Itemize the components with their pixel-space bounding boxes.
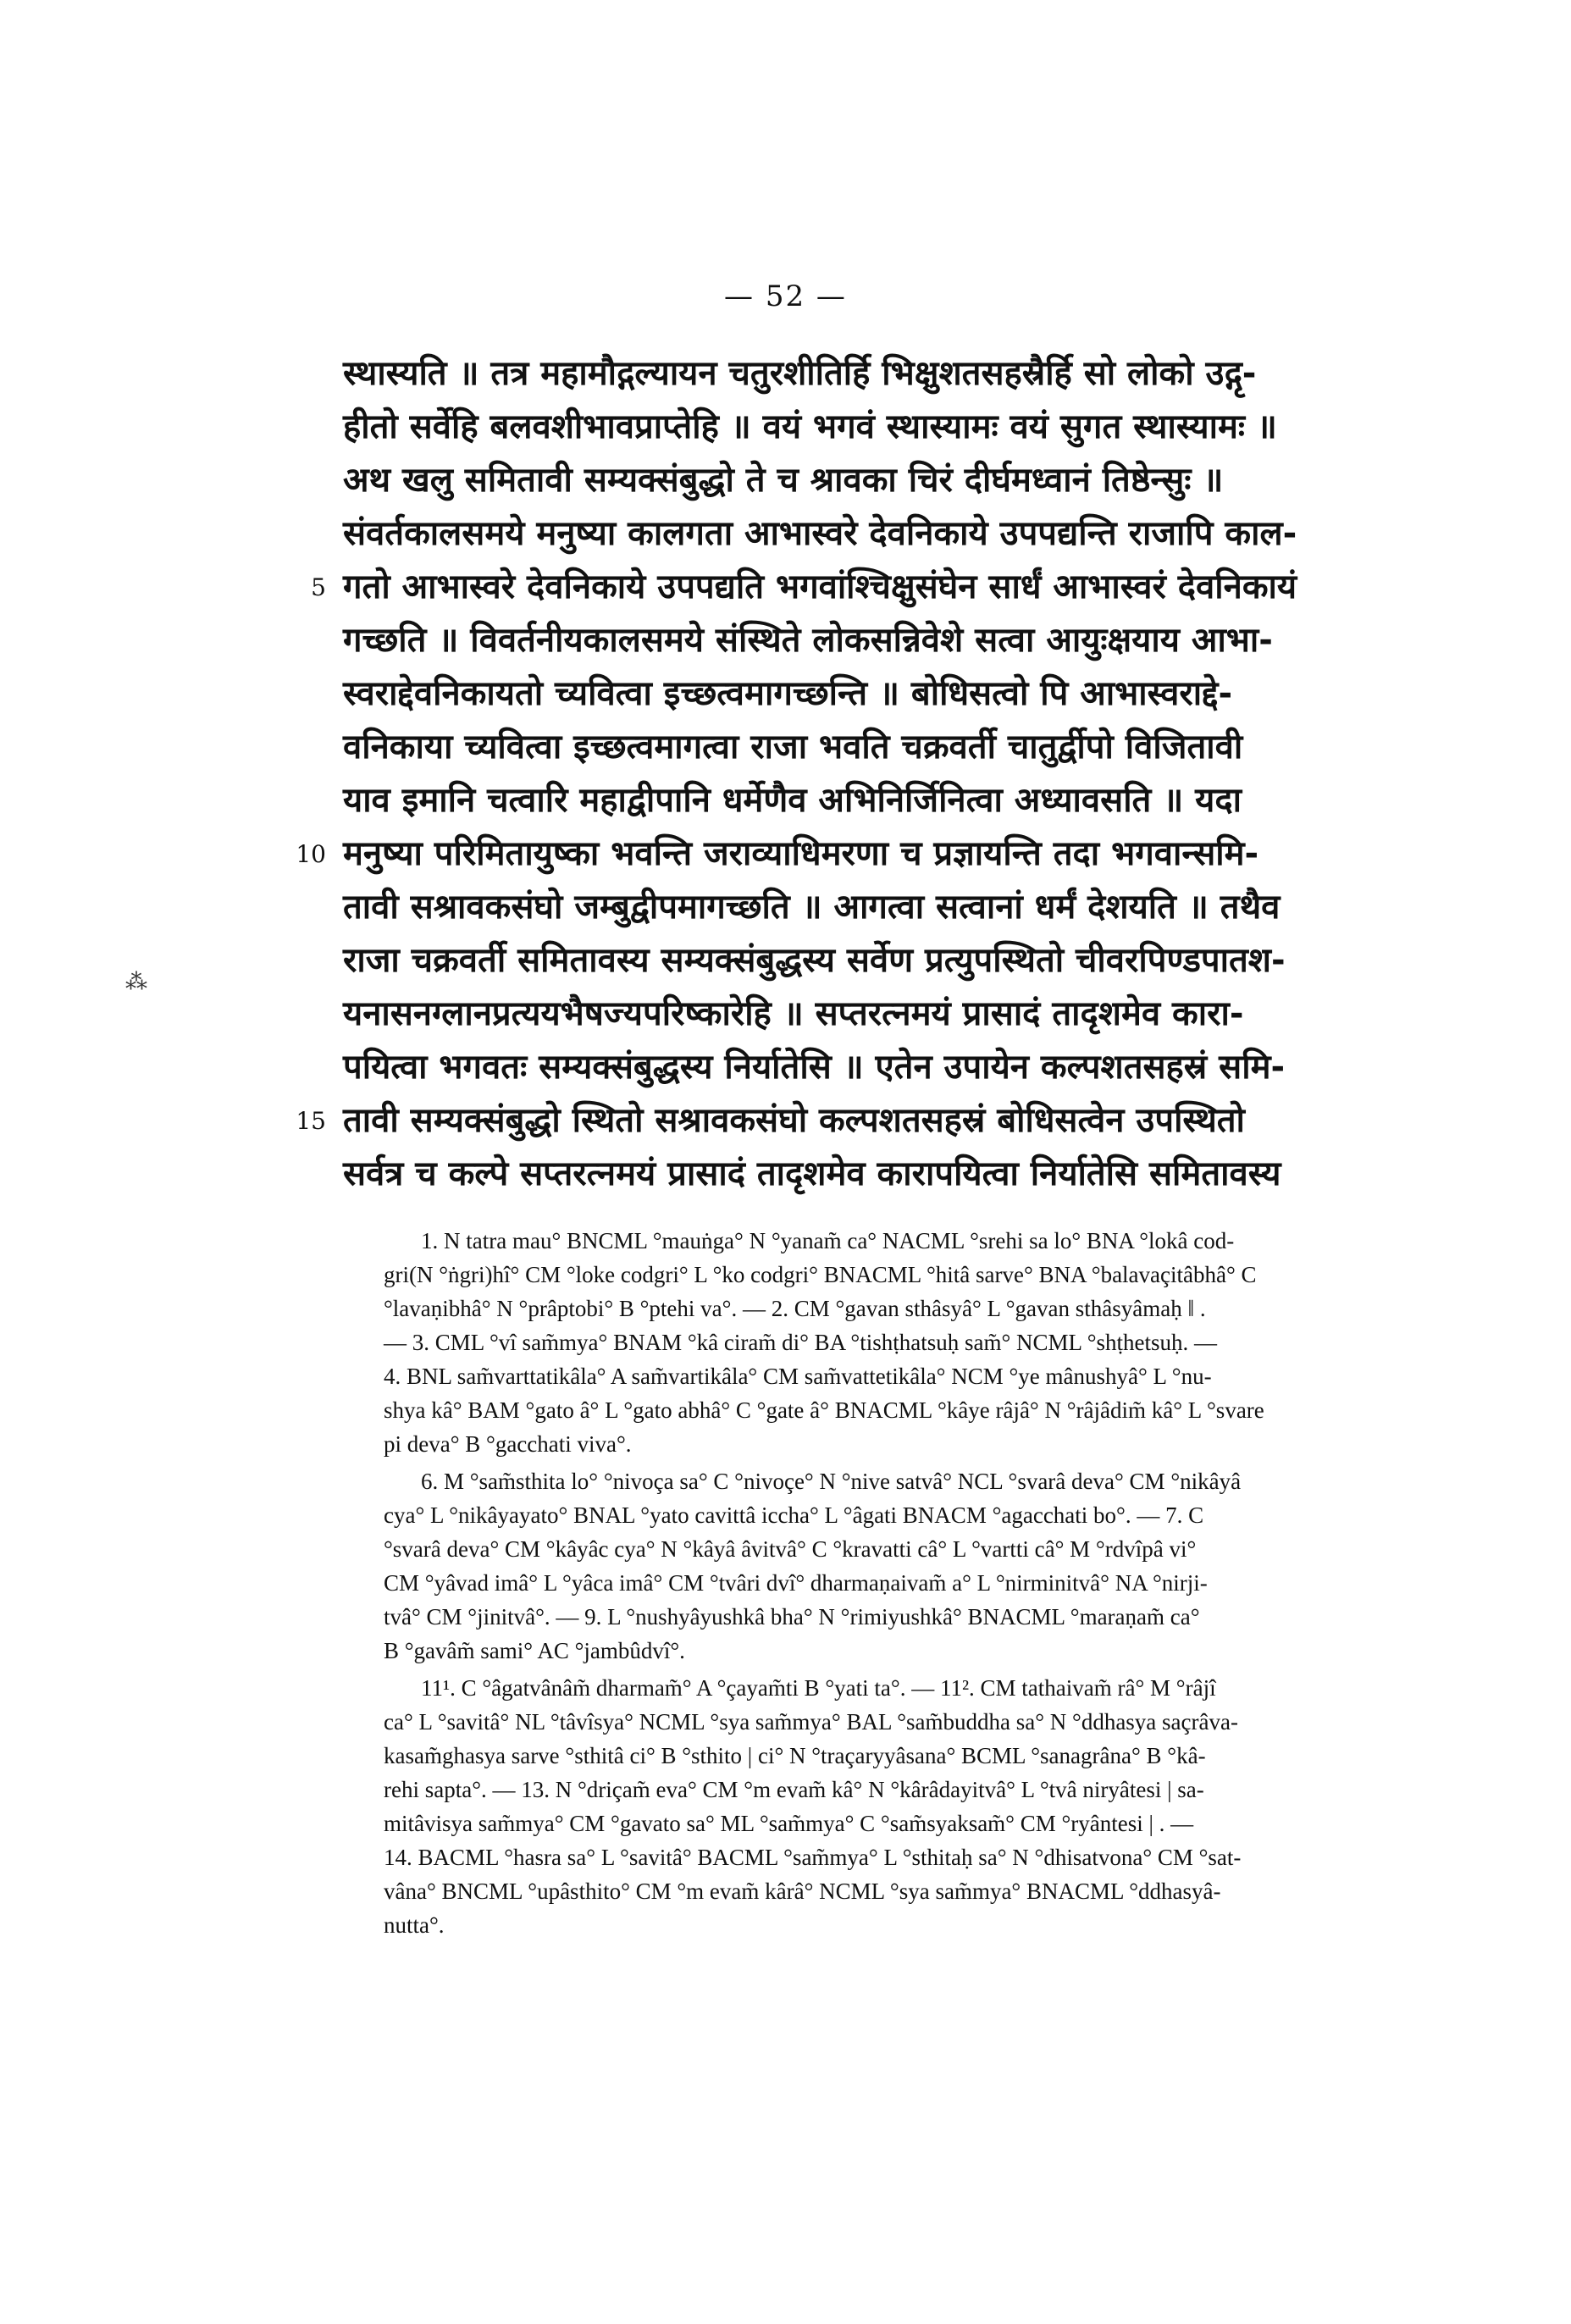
line-text: सर्वत्र च कल्पे सप्तरत्नमयं प्रासादं तादृशमेव कारापयित्वा निर्यातेसि समितावस्य [343,1154,1281,1193]
footnote-line: gri(N °ṅgri)hî° CM °loke codgri° L °ko codgri° BNACML °hitâ sarve° BNA °balavaçitâbhâ° C [384,1262,1257,1287]
line-text: तावी सम्यक्संबुद्धो स्थितो सश्रावकसंघो कल्पशतसहस्रं बोधिसत्वेन उपस्थितो [343,1101,1245,1140]
footnote-line: tvâ° CM °jinitvâ°. — 9. L °nushyâyushkâ bha° N °rimiyushkâ° BNACML °maraṇam̃ ca° [384,1604,1200,1630]
line-text: यनासनग्लानप्रत्ययभैषज्यपरिष्कारेहि ॥ सप्तरत्नमयं प्रासादं तादृशमेव कारा- [343,994,1244,1033]
footnote-line: B °gavâm̃ sami° AC °jambûdvî°. [384,1638,685,1663]
line-text: वनिकाया च्यवित्वा इच्छत्वमागत्वा राजा भवति चक्रवर्ती चातुर्द्वीपो विजितावी [343,728,1243,766]
line-text: गतो आभास्वरे देवनिकाये उपपद्यति भगवांश्चिक्षुसंघेन सार्धं आभास्वरं देवनिकायं [343,567,1297,606]
footnote-paragraph [384,1671,1455,1942]
text-line [343,1041,1478,1094]
footnote-line: shya kâ° BAM °gato â° L °gato abhâ° C °gate â° BNACML °kâye râjâ° N °râjâdim̃ kâ° L °svare [384,1397,1264,1423]
footnote-line: ca° L °savitâ° NL °tâvîsya° NCML °sya sam̃mya° BAL °sam̃buddha sa° N °ddhasya saçrâva- [384,1709,1238,1735]
text-line [343,774,1478,827]
line-text: अथ खलु समितावी सम्यक्संबुद्धो ते च श्रावका चिरं दीर्घमध्वानं तिष्ठेन्सुः ॥ [343,461,1224,500]
line-text: राजा चक्रवर्ती समितावस्य सम्यक्संबुद्धस्य सर्वेण प्रत्युपस्थितो चीवरपिण्डपातश- [343,941,1286,980]
text-line [343,614,1478,667]
line-text: स्वराद्देवनिकायतो च्यवित्वा इच्छत्वमागच्छन्ति ॥ बोधिसत्वो पि आभास्वराद्दे- [343,674,1233,713]
line-text: मनुष्या परिमितायुष्का भवन्ति जराव्याधिमरणा च प्रज्ञायन्ति तदा भगवान्समि- [343,834,1259,873]
footnote-line: nutta°. [384,1912,445,1938]
footnote-line: 14. BACML °hasra sa° L °savitâ° BACML °sam̃mya° L °sthitaḥ sa° N °dhisatvona° CM °sat- [384,1845,1242,1870]
footnote-paragraph [384,1464,1455,1668]
line-text: हीतो सर्वेहि बलवशीभावप्राप्तेहि ॥ वयं भगवं स्थास्यामः वयं सुगत स्थास्यामः ॥ [343,407,1277,446]
line-text: पयित्वा भगवतः सम्यक्संबुद्धस्य निर्यातेसि ॥ एतेन उपायेन कल्पशतसहस्रं समि- [343,1048,1286,1087]
footnote-line: vâna° BNCML °upâsthito° CM °m evam̃ kârâ° NCML °sya sam̃mya° BNACML °ddhasyâ- [384,1879,1221,1904]
footnote-line: °lavaṇibhâ° N °prâptobi° B °ptehi va°. — 2. CM °gavan sthâsyâ° L °gavan sthâsyâmaḥ ‖ . [384,1296,1206,1321]
text-line [296,827,1478,881]
text-line [343,1148,1478,1201]
footnote-line: — 3. CML °vî sam̃mya° BNAM °kâ ciram̃ di° BA °tishṭhatsuḥ sam̃° NCML °shṭhetsuḥ. — [384,1330,1218,1355]
text-line [343,347,1478,401]
text-line [343,881,1478,934]
text-line [343,988,1478,1041]
footnote-line: kasam̃ghasya sarve °sthitâ ci° B °sthito | ci° N °traçaryyâsana° BCML °sanagrâna° B °kâ- [384,1743,1206,1768]
text-line [296,1094,1478,1148]
footnote-line: 6. M °sam̃sthita lo° °nivoça sa° C °nivoçe° N °nive satvâ° NCL °svarâ deva° CM °nikâyâ [421,1469,1242,1494]
footnote-line: 11¹. C °âgatvânâm̃ dharmam̃° A °çayam̃ti B °yati ta°. — 11². CM tathaivam̃ râ° M °râjî [421,1675,1216,1701]
line-text: तावी सश्रावकसंघो जम्बुद्वीपमागच्छति ॥ आगत्वा सत्वानां धर्मं देशयति ॥ तथैव [343,888,1281,927]
line-number: 5 [311,573,326,601]
footnote-line: CM °yâvad imâ° L °yâca imâ° CM °tvâri dvî° dharmaṇaivam̃ a° L °nirminitvâ° NA °nirji- [384,1570,1208,1596]
text-line [311,561,1478,614]
footnote-line: 1. N tatra mau° BNCML °mauṅga° N °yanam̃ ca° NACML °srehi sa lo° BNA °lokâ cod- [421,1228,1235,1253]
footnote-line: 4. BNL sam̃varttatikâla° A sam̃vartikâla° CM sam̃vattetikâla° NCM °ye mânushyâ° L °nu- [384,1364,1212,1389]
footnote-line: mitâvisya sam̃mya° CM °gavato sa° ML °sam̃mya° C °sam̃syaksam̃° CM °ryântesi | . — [384,1811,1194,1836]
page-number: — 52 — [724,279,847,313]
line-text: गच्छति ॥ विवर्तनीयकालसमये संस्थिते लोकसन्निवेशे सत्वा आयुःक्षयाय आभा- [343,621,1273,660]
line-text: स्थास्यति ॥ तत्र महामौद्गल्यायन चतुरशीतिर्हि भिक्षुशतसहस्रैर्हि सो लोको उद्गृ- [343,354,1257,393]
text-line [343,507,1478,561]
footnote-line: °svarâ deva° CM °kâyâc cya° N °kâyâ âvitvâ° C °kravatti câ° L °vartti câ° M °rdvîpâ vi° [384,1536,1197,1562]
line-number: 15 [296,1107,326,1135]
text-line [343,454,1478,507]
footnotes-block [384,1224,1455,1942]
text-line [343,667,1478,721]
footnote-line: cya° L °nikâyayato° BNAL °yato cavittâ iccha° L °âgati BNACM °agacchati bo°. — 7. C [384,1502,1204,1528]
footnote-line: rehi sapta°. — 13. N °driçam̃ eva° CM °m evam̃ kâ° N °kârâdayitvâ° L °tvâ niryâtesi | sa- [384,1777,1204,1802]
text-line [343,721,1478,774]
sanskrit-text-block [296,347,1478,1201]
text-line [343,401,1478,454]
footnote-line: pi deva° B °gacchati viva°. [384,1431,632,1457]
line-text: संवर्तकालसमये मनुष्या कालगता आभास्वरे देवनिकाये उपपद्यन्ति राजापि काल- [343,514,1297,553]
line-text: याव इमानि चत्वारि महाद्वीपानि धर्मेणैव अभिनिर्जिनित्वा अध्यावसति ॥ यदा [343,781,1242,820]
line-number: 10 [296,840,326,868]
footnote-paragraph [384,1224,1455,1461]
margin-ornament: ⁂ [125,970,147,995]
text-line [343,934,1478,988]
